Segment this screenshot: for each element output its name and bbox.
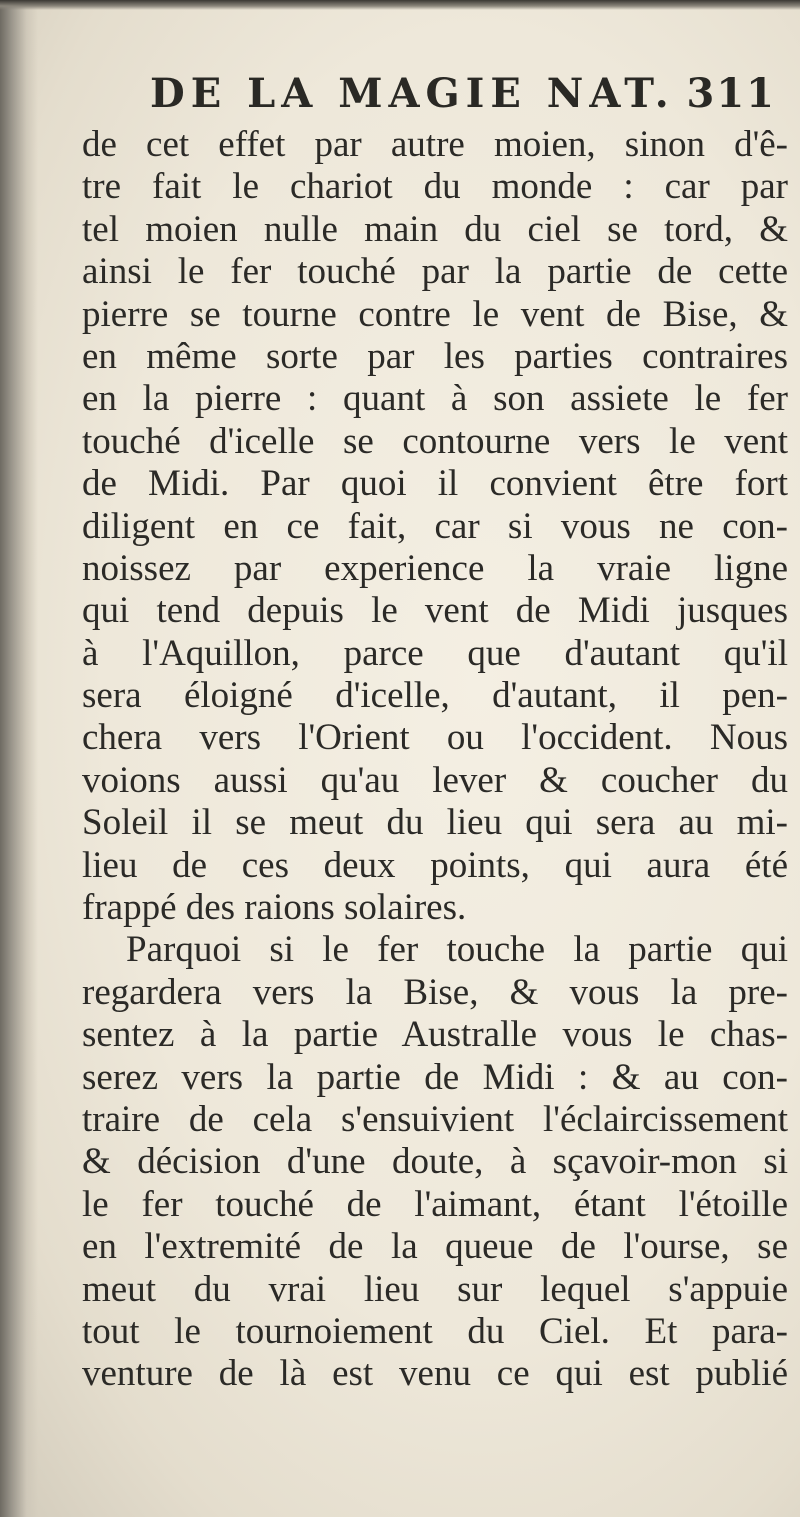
- text-line: Soleil il se meut du lieu qui sera au mi-: [82, 802, 788, 844]
- text-line: en la pierre : quant à son assiete le fer: [82, 378, 788, 420]
- text-line: traire de cela s'ensuivient l'éclaircissement: [82, 1098, 788, 1140]
- text-line: chera vers l'Orient ou l'occident. Nous: [82, 717, 788, 759]
- page-number: 311: [686, 70, 776, 117]
- text-line: en même sorte par les parties contraires: [82, 335, 788, 377]
- text-line: tout le tournoiement du Ciel. Et para-: [82, 1310, 788, 1352]
- text-line: qui tend depuis le vent de Midi jusques: [82, 590, 788, 632]
- running-head: [150, 70, 790, 120]
- text-line: le fer touché de l'aimant, étant l'étoille: [82, 1183, 788, 1225]
- binding-shadow: [0, 0, 38, 1517]
- running-head-title: DE LA MAGIE NAT.: [150, 70, 675, 117]
- text-line: sera éloigné d'icelle, d'autant, il pen-: [82, 675, 788, 717]
- text-line: ainsi le fer touché par la partie de cette: [82, 251, 788, 293]
- text-line: tre fait le chariot du monde : car par: [82, 166, 788, 208]
- text-line: sentez à la partie Australle vous le chas-: [82, 1014, 788, 1056]
- text-line: de cet effet par autre moien, sinon d'ê-: [82, 124, 788, 165]
- page-top-edge: [0, 0, 800, 10]
- text-line: venture de là est venu ce qui est publié: [82, 1353, 788, 1395]
- body-text: [82, 124, 788, 1396]
- text-line: diligent en ce fait, car si vous ne con-: [82, 505, 788, 547]
- text-line: tel moien nulle main du ciel se tord, &: [82, 208, 788, 250]
- text-line: en l'extremité de la queue de l'ourse, se: [82, 1226, 788, 1268]
- text-line: regardera vers la Bise, & vous la pre-: [82, 971, 788, 1013]
- text-line: & décision d'une doute, à sçavoir-mon si: [82, 1141, 788, 1183]
- text-line: meut du vrai lieu sur lequel s'appuie: [82, 1268, 788, 1310]
- text-line: serez vers la partie de Midi : & au con-: [82, 1056, 788, 1098]
- text-line: pierre se tourne contre le vent de Bise, &: [82, 293, 788, 335]
- text-line-paragraph-end: frappé des raions solaires.: [82, 887, 467, 929]
- text-line: noissez par experience la vraie ligne: [82, 547, 788, 589]
- text-line-paragraph-start: Parquoi si le fer touche la partie qui: [126, 929, 788, 971]
- text-line: de Midi. Par quoi il convient être fort: [82, 463, 788, 505]
- text-line: lieu de ces deux points, qui aura été: [82, 844, 788, 886]
- text-line: voions aussi qu'au lever & coucher du: [82, 759, 788, 801]
- text-line: touché d'icelle se contourne vers le vent: [82, 420, 788, 462]
- text-line: à l'Aquillon, parce que d'autant qu'il: [82, 632, 788, 674]
